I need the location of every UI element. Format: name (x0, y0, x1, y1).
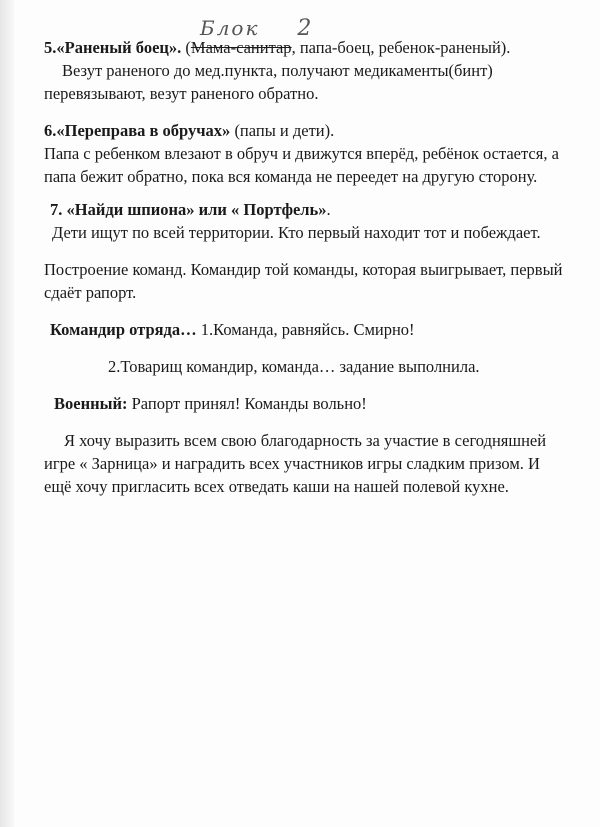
section-6-sub: (папы и дети). (230, 121, 335, 140)
section-6-body: Папа с ребенком влезают в обруч и движутся вперёд, ребёнок остается, а папа бежит обратно, пока вся команда не переедет на другую сторону. (44, 144, 559, 186)
document-body (44, 36, 564, 498)
commander-label: Командир отряда… (50, 320, 197, 339)
section-7-heading (44, 198, 564, 221)
section-5-paren-rest: , папа-боец, ребенок-раненый). (291, 38, 511, 57)
handwritten-word: Блок (200, 16, 260, 40)
military-label: Военный: (54, 394, 128, 413)
section-6-title: 6.«Переправа в обручах» (44, 121, 231, 140)
commander-line-2: 2.Товарищ командир, команда… задание выполнила. (108, 357, 480, 376)
page-shadow (0, 0, 14, 827)
section-5-struck-text: Мама-санитар (190, 38, 292, 57)
section-5-body: Везут раненого до мед.пункта, получают медикаменты(бинт) перевязывают, везут раненого обратно. (44, 61, 493, 103)
section-5-heading (44, 36, 564, 59)
closing-paragraph: Я хочу выразить всем свою благодарность за участие в сегодняшней игре « Зарница» и наградить всех участников игры сладким призом. И ещё хочу пригласить всех отведать каши на нашей полевой кухне. (44, 431, 547, 496)
section-7-title: 7. «Найди шпиона» или « Портфель» (50, 200, 327, 219)
military-line (44, 392, 564, 415)
section-6-heading (44, 119, 564, 142)
section-7-body: Дети ищут по всей территории. Кто первый находит тот и побеждает. (52, 223, 541, 242)
formation-paragraph: Построение команд. Командир той команды, которая выигрывает, первый сдаёт рапорт. (44, 260, 563, 302)
section-5-paren-open: ( (181, 38, 191, 57)
section-7-dot: . (326, 200, 331, 219)
handwritten-number: 2 (297, 16, 314, 41)
section-5-title: 5.«Раненый боец». (44, 38, 182, 57)
military-text: Рапорт принял! Команды вольно! (127, 394, 367, 413)
commander-line-1 (44, 318, 564, 341)
commander-text-1: 1.Команда, равняйсь. Смирно! (196, 320, 415, 339)
